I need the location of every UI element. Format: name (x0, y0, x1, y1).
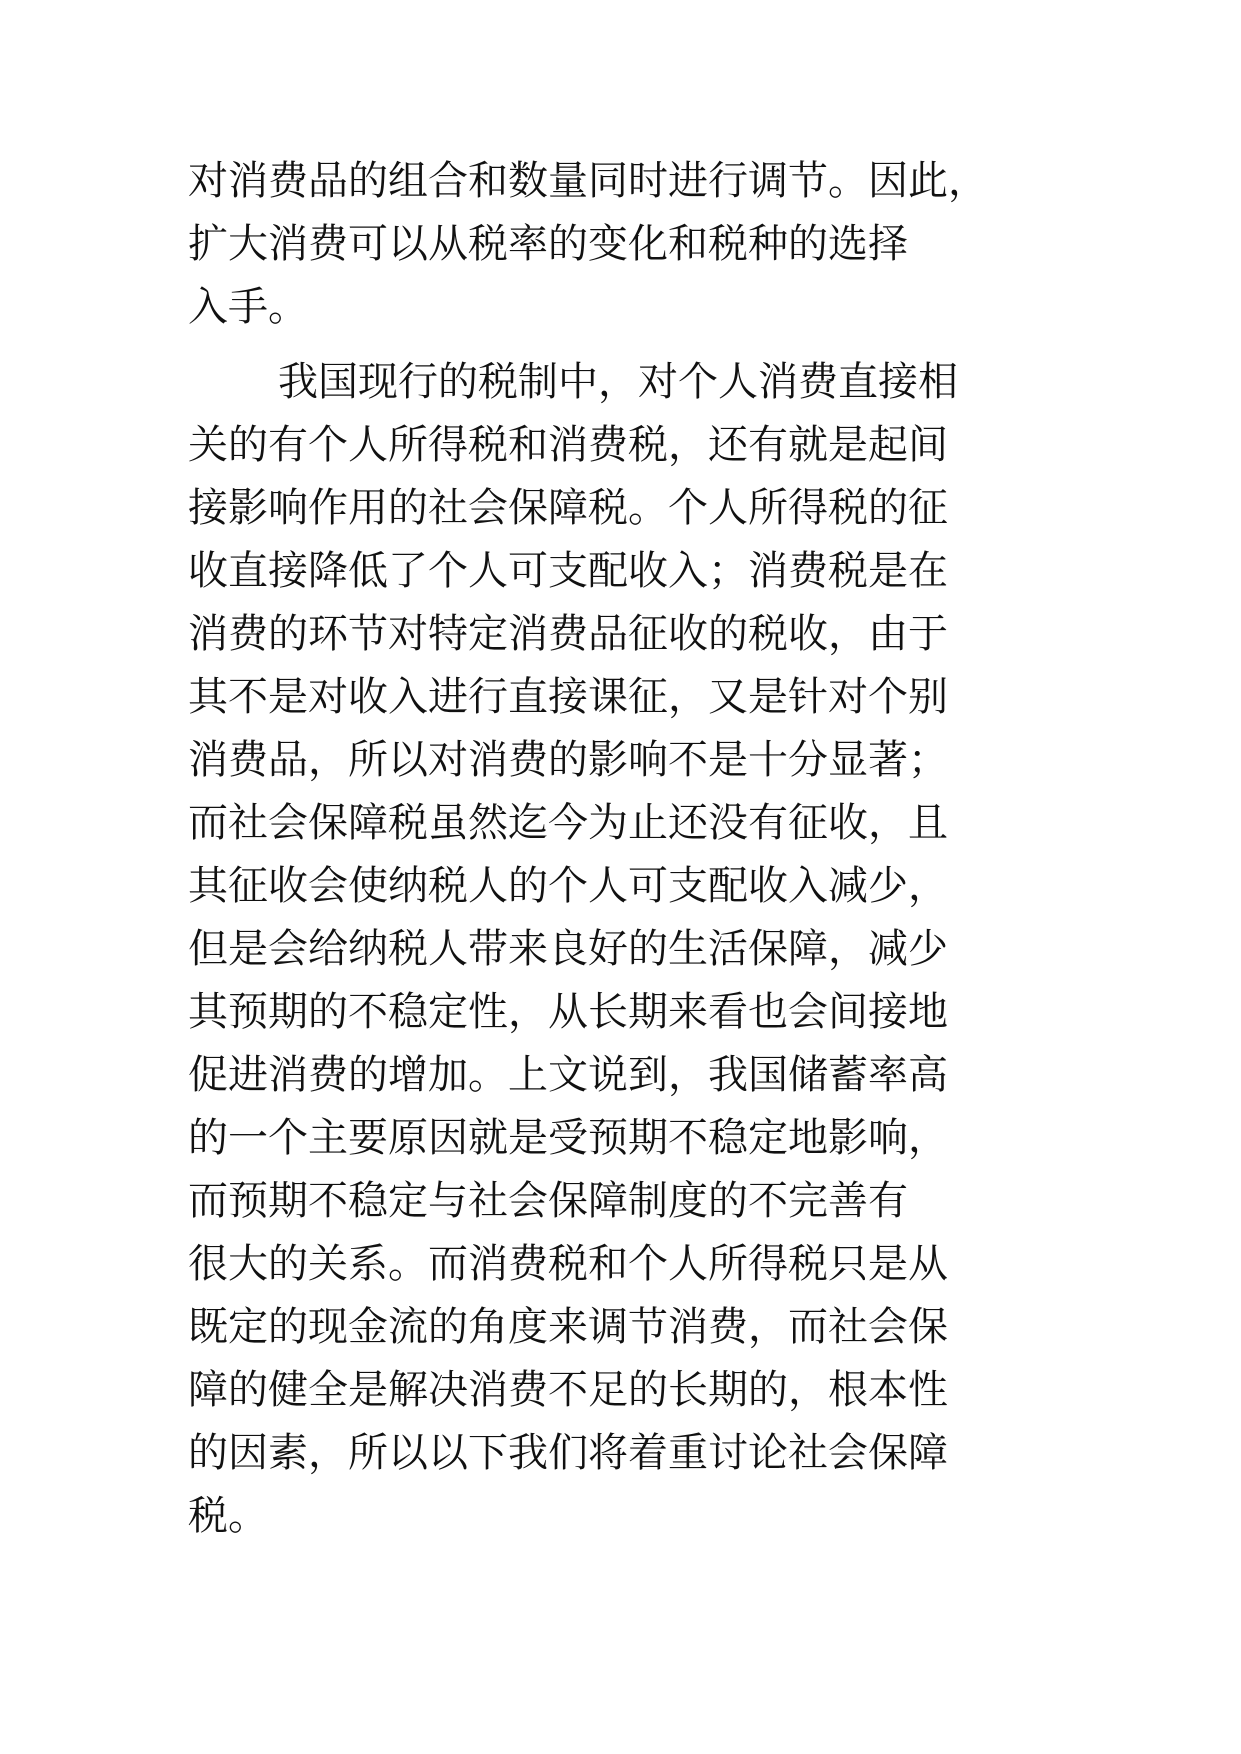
text-line: 其不是对收入进行直接课征，又是针对个别 (188, 674, 948, 720)
paragraph-1 (188, 150, 1088, 339)
text-line: 障的健全是解决消费不足的长期的，根本性 (188, 1367, 948, 1413)
text-line: 其征收会使纳税人的个人可支配收入减少， (188, 863, 948, 909)
text-line: 的一个主要原因就是受预期不稳定地影响， (188, 1115, 948, 1161)
text-line: 扩大消费可以从税率的变化和税种的选择 (188, 221, 908, 267)
text-line: 促进消费的增加。上文说到，我国储蓄率高 (188, 1052, 948, 1098)
text-line: 的因素，所以以下我们将着重讨论社会保障 (188, 1430, 948, 1476)
text-line: 消费的环节对特定消费品征收的税收，由于 (188, 611, 948, 657)
paragraph-2 (188, 351, 1088, 1548)
text-line: 收直接降低了个人可支配收入；消费税是在 (188, 548, 948, 594)
body-text (188, 150, 1088, 1548)
text-line: 入手。 (188, 284, 308, 330)
text-line: 我国现行的税制中，对个人消费直接相 (278, 359, 958, 405)
text-line: 但是会给纳税人带来良好的生活保障，减少 (188, 926, 948, 972)
text-line: 消费品，所以对消费的影响不是十分显著； (188, 737, 948, 783)
text-line: 而社会保障税虽然迄今为止还没有征收，且 (188, 800, 948, 846)
text-line: 很大的关系。而消费税和个人所得税只是从 (188, 1241, 948, 1287)
text-line: 既定的现金流的角度来调节消费，而社会保 (188, 1304, 948, 1350)
text-line: 对消费品的组合和数量同时进行调节。因此， (188, 158, 988, 204)
text-line: 接影响作用的社会保障税。个人所得税的征 (188, 485, 948, 531)
text-line: 而预期不稳定与社会保障制度的不完善有 (188, 1178, 908, 1224)
text-line: 关的有个人所得税和消费税，还有就是起间 (188, 422, 948, 468)
text-line: 其预期的不稳定性，从长期来看也会间接地 (188, 989, 948, 1035)
text-line: 税。 (188, 1493, 268, 1539)
